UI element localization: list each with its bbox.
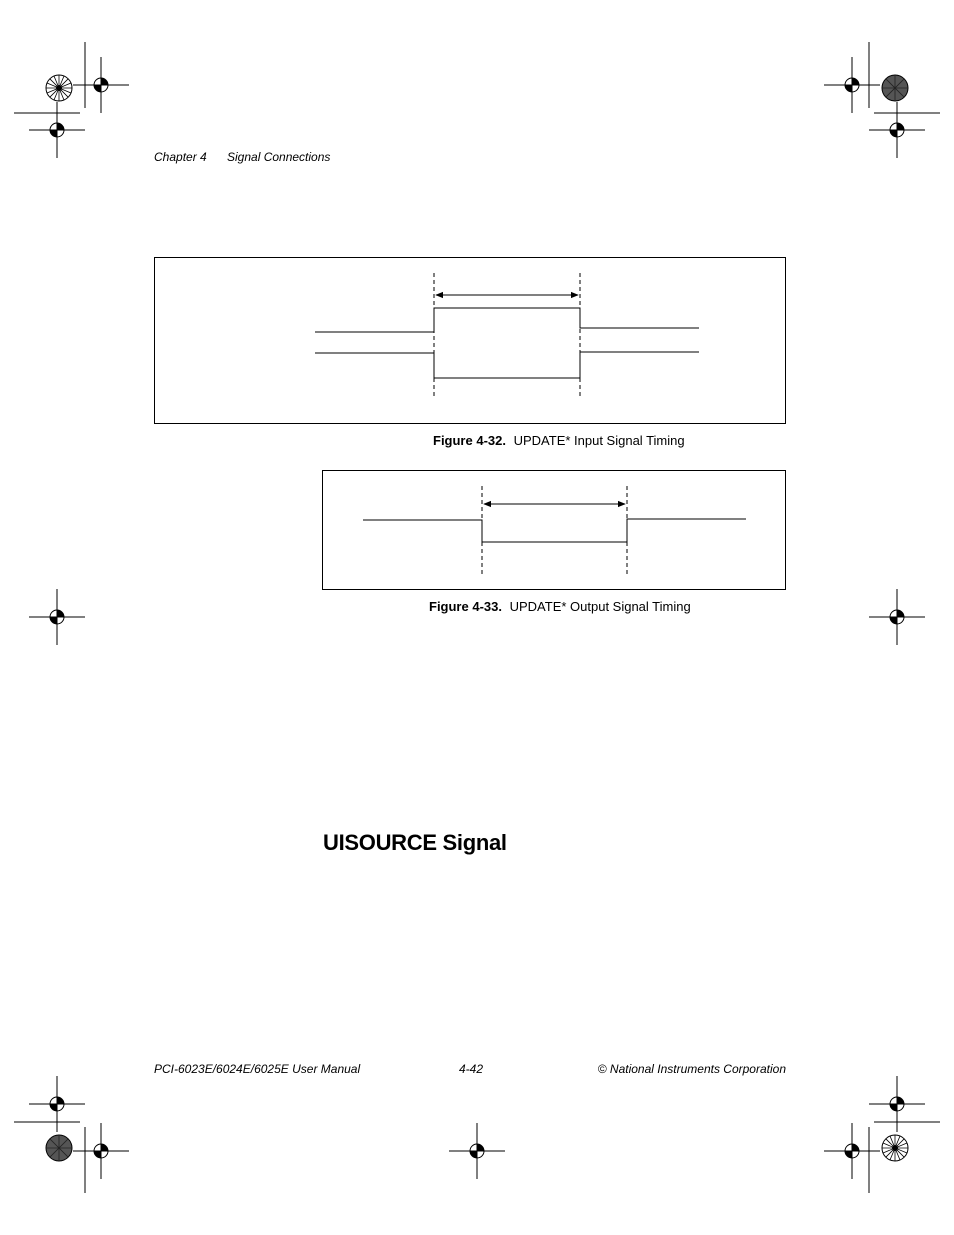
signal-lower-trace [315, 352, 699, 378]
figure-4-32-frame [154, 257, 786, 424]
update-output-timing-diagram [323, 471, 785, 589]
signal-upper-trace [315, 308, 699, 332]
update-input-timing-diagram [155, 258, 785, 423]
figure-4-33-caption [429, 599, 691, 614]
figure-title: UPDATE* Output Signal Timing [509, 599, 691, 614]
figure-number: Figure 4-32. [433, 433, 506, 448]
section-heading: UISOURCE Signal [323, 830, 507, 855]
footer-page-number: 4-42 [459, 1062, 484, 1076]
header-chapter: Chapter 4 [154, 150, 207, 164]
signal-trace [363, 519, 746, 542]
figure-4-32-caption [433, 433, 685, 448]
figure-4-33-frame [322, 470, 786, 590]
footer-copyright: © National Instruments Corporation [597, 1062, 786, 1076]
figure-number: Figure 4-33. [429, 599, 502, 614]
footer-manual-title: PCI-6023E/6024E/6025E User Manual [154, 1062, 361, 1076]
figure-title: UPDATE* Input Signal Timing [513, 433, 685, 448]
header-section: Signal Connections [227, 150, 331, 164]
